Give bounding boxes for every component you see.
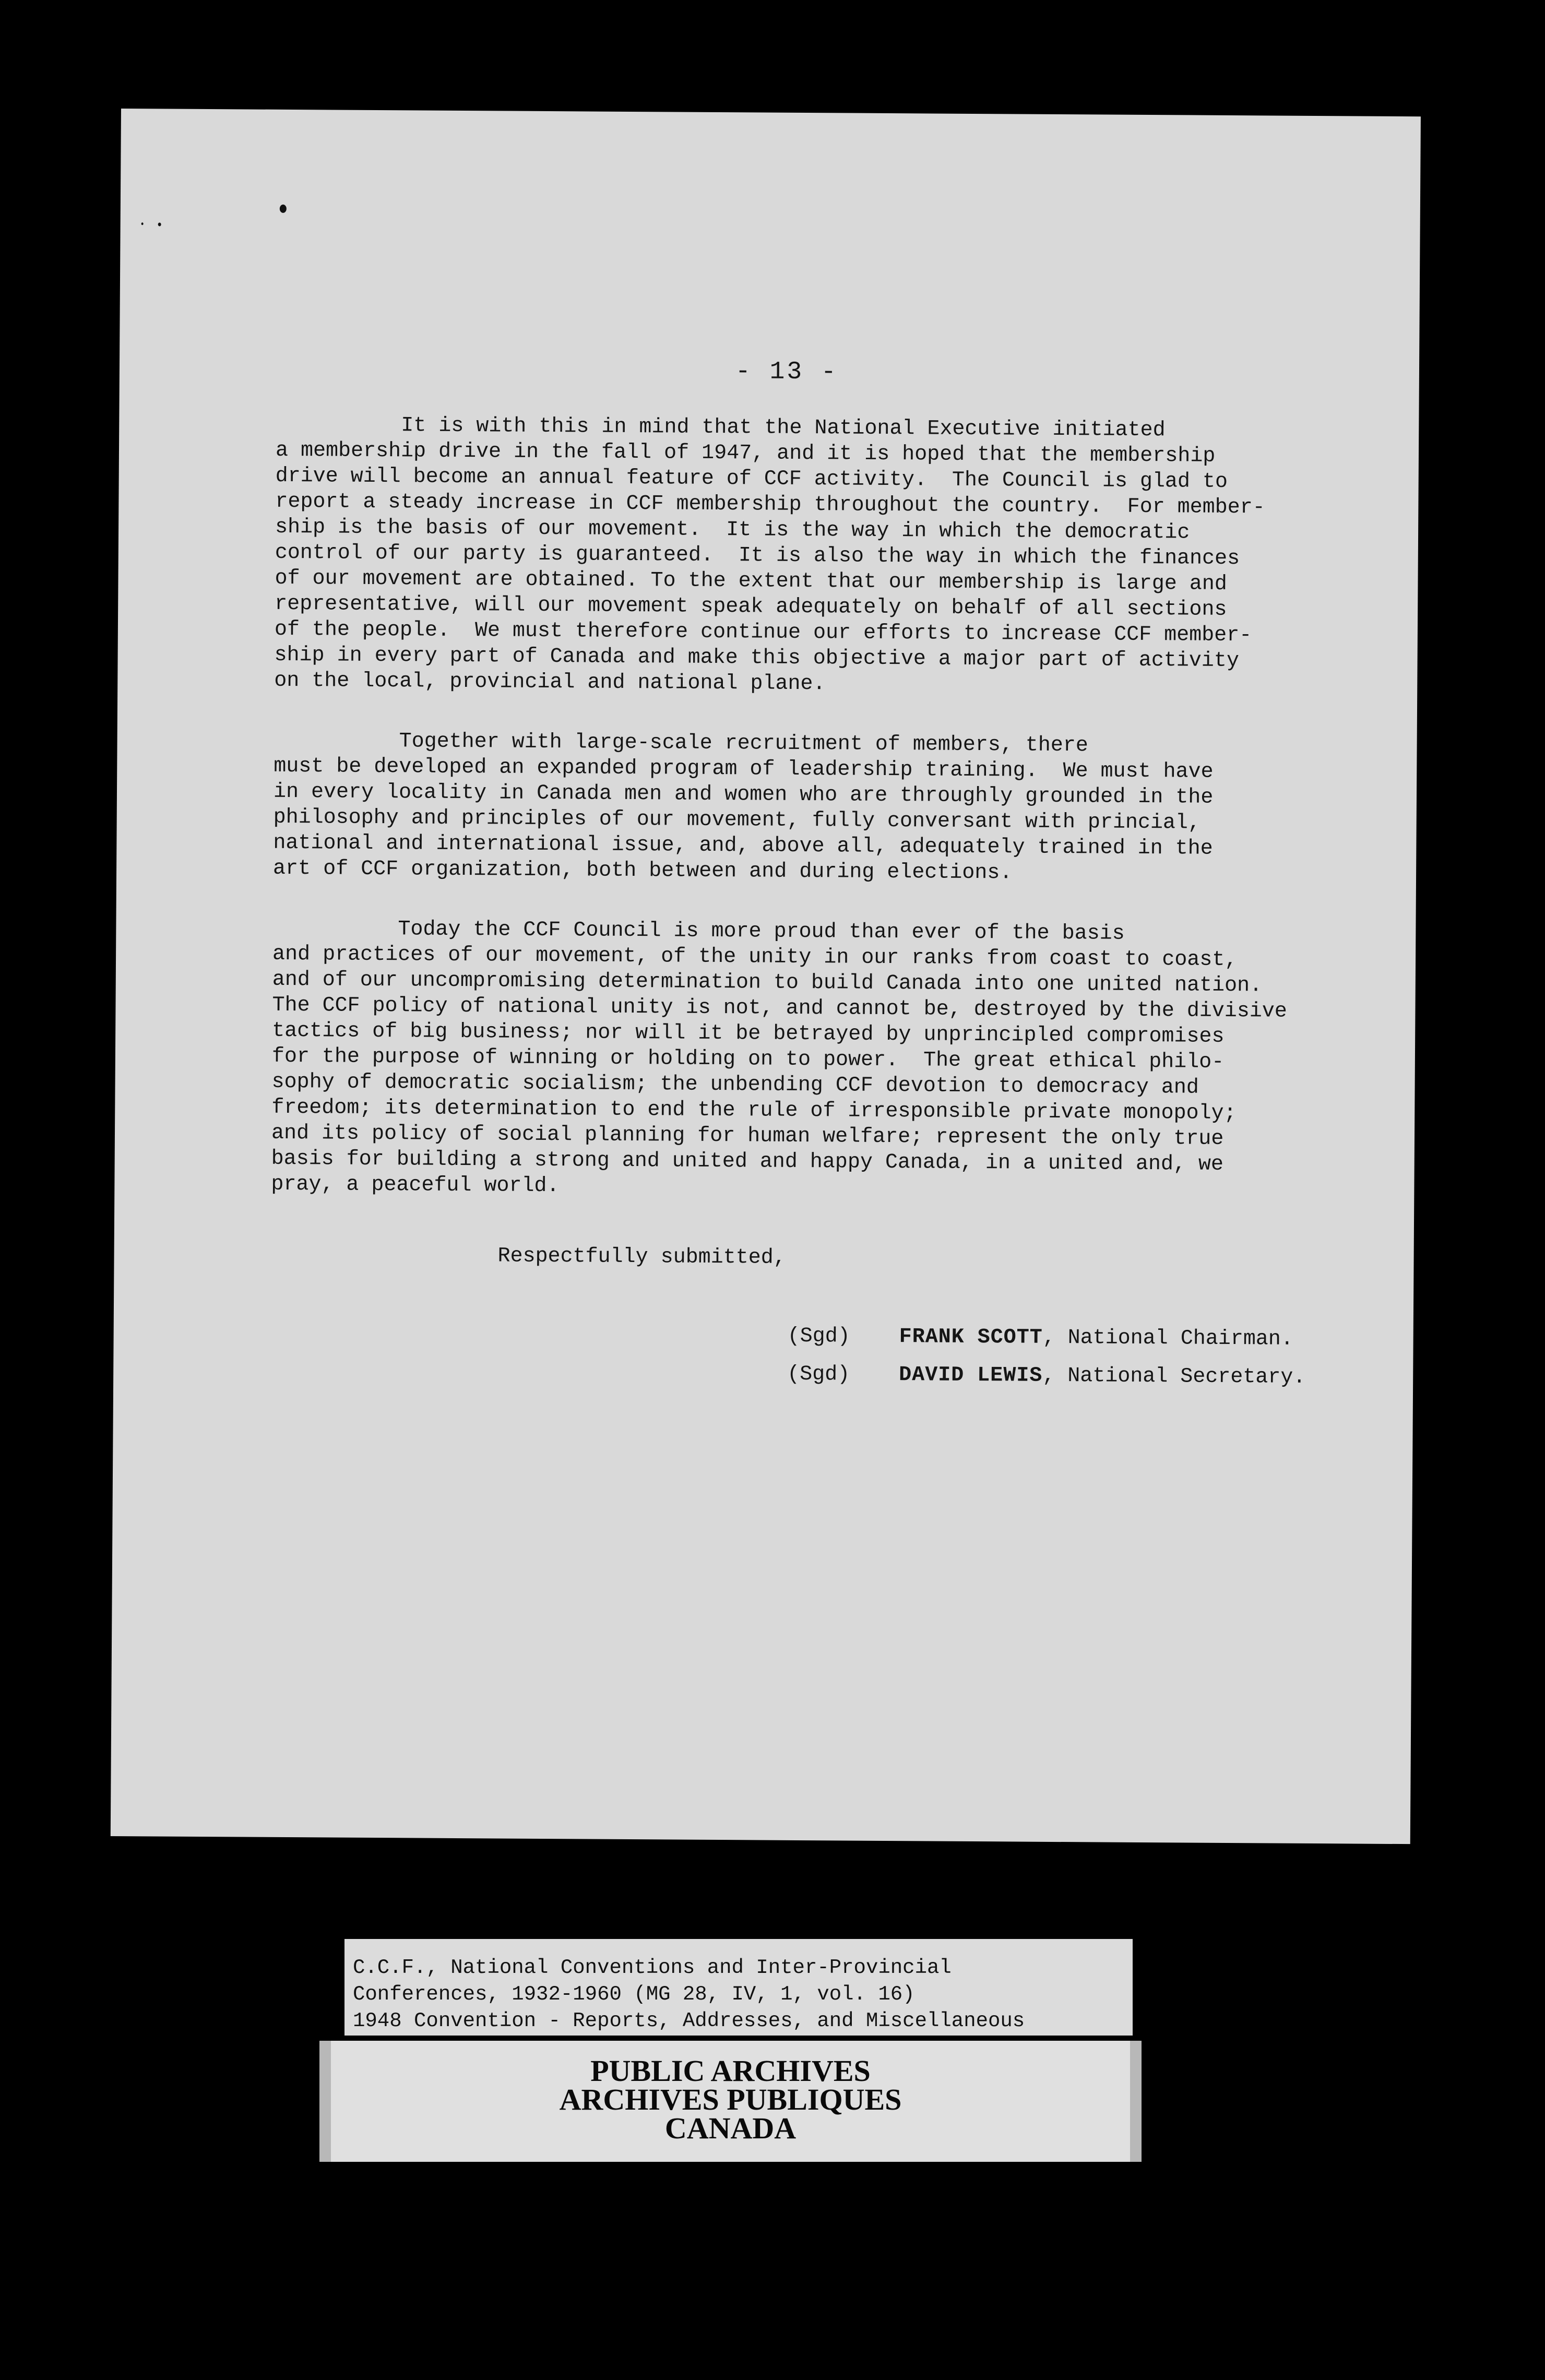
closing-line: Respectfully submitted, <box>497 1244 786 1270</box>
archives-stamp <box>319 2041 1142 2162</box>
sgd-label: (Sgd) <box>787 1324 850 1349</box>
text-line: report a steady increase in CCF membership throughout the country. For member- <box>275 490 1265 520</box>
text-line: national and international issue, and, above all, adequately trained in the <box>273 831 1213 861</box>
stamp-line: ARCHIVES PUBLIQUES <box>559 2082 902 2116</box>
sgd-label: (Sgd) <box>787 1362 850 1387</box>
text-line: sophy of democratic socialism; the unbending CCF devotion to democracy and <box>271 1070 1199 1100</box>
text-line: ship is the basis of our movement. It is the way in which the democratic <box>275 515 1190 545</box>
text-line: Together with large-scale recruitment of members, there <box>274 729 1088 758</box>
signatory-title: , National Secretary. <box>1042 1364 1306 1389</box>
stamp-line: CANADA <box>664 2111 797 2145</box>
text-line: a membership drive in the fall of 1947, and it is hoped that the membership <box>275 438 1216 468</box>
text-line: of the people. We must therefore continue our efforts to increase CCF member- <box>274 617 1252 648</box>
signatory-title: , National Chairman. <box>1042 1326 1293 1351</box>
paragraph-2 <box>273 728 1339 888</box>
document-page <box>111 109 1421 1844</box>
text-line: of our movement are obtained. To the extent that our membership is large and <box>275 566 1227 596</box>
text-line: tactics of big business; nor will it be betrayed by unprincipled compromises <box>272 1019 1225 1049</box>
signatory-name: DAVID LEWIS <box>899 1363 1043 1388</box>
text-line: and its policy of social planning for human welfare; represent the only true <box>271 1121 1224 1151</box>
text-line: freedom; its determination to end the rule of irresponsible private monopoly; <box>271 1096 1237 1126</box>
text-line: and of our uncompromising determination to build Canada into one united nation. <box>272 968 1263 998</box>
text-line: on the local, provincial and national plane. <box>274 669 826 696</box>
label-line: C.C.F., National Conventions and Inter-Provincial <box>353 1956 952 1979</box>
ink-speck <box>141 222 144 225</box>
text-line: philosophy and principles of our movement, fully conversant with princial, <box>273 805 1201 835</box>
text-line: art of CCF organization, both between and during elections. <box>272 856 1013 885</box>
ink-speck <box>280 205 287 213</box>
paragraph-3 <box>271 916 1337 1204</box>
text-line: It is with this in mind that the National Executive initiated <box>276 413 1166 443</box>
body-text <box>271 412 1341 1238</box>
ink-speck <box>158 222 161 226</box>
label-line: 1948 Convention - Reports, Addresses, and Miscellaneous <box>353 2009 1025 2032</box>
paragraph-1 <box>274 412 1340 700</box>
text-line: must be developed an expanded program of leadership training. We must have <box>274 754 1214 784</box>
page-number: - 13 - <box>735 358 838 387</box>
archive-reference-label <box>344 1939 1133 2036</box>
text-line: for the purpose of winning or holding on to power. The great ethical philo- <box>271 1044 1225 1074</box>
text-line: Today the CCF Council is more proud than ever of the basis <box>272 917 1125 946</box>
text-line: The CCF policy of national unity is not, and cannot be, destroyed by the divisive <box>272 993 1287 1024</box>
text-line: ship in every part of Canada and make this objective a major part of activity <box>274 643 1240 673</box>
text-line: pray, a peaceful world. <box>271 1172 560 1198</box>
stamp-line: PUBLIC ARCHIVES <box>590 2054 871 2088</box>
signatory-name: FRANK SCOTT <box>899 1325 1043 1350</box>
text-line: representative, will our movement speak adequately on behalf of all sections <box>275 592 1227 622</box>
text-line: and practices of our movement, of the unity in our ranks from coast to coast, <box>272 942 1238 972</box>
text-line: in every locality in Canada men and women who are throughly grounded in the <box>273 780 1214 810</box>
text-line: drive will become an annual feature of CCF activity. The Council is glad to <box>275 464 1228 494</box>
label-line: Conferences, 1932-1960 (MG 28, IV, 1, vol. 16) <box>353 1983 915 2006</box>
text-line: control of our party is guaranteed. It is also the way in which the finances <box>275 541 1240 571</box>
signature-secretary <box>737 1339 1306 1413</box>
text-line: basis for building a strong and united and happy Canada, in a united and, we <box>271 1147 1224 1176</box>
